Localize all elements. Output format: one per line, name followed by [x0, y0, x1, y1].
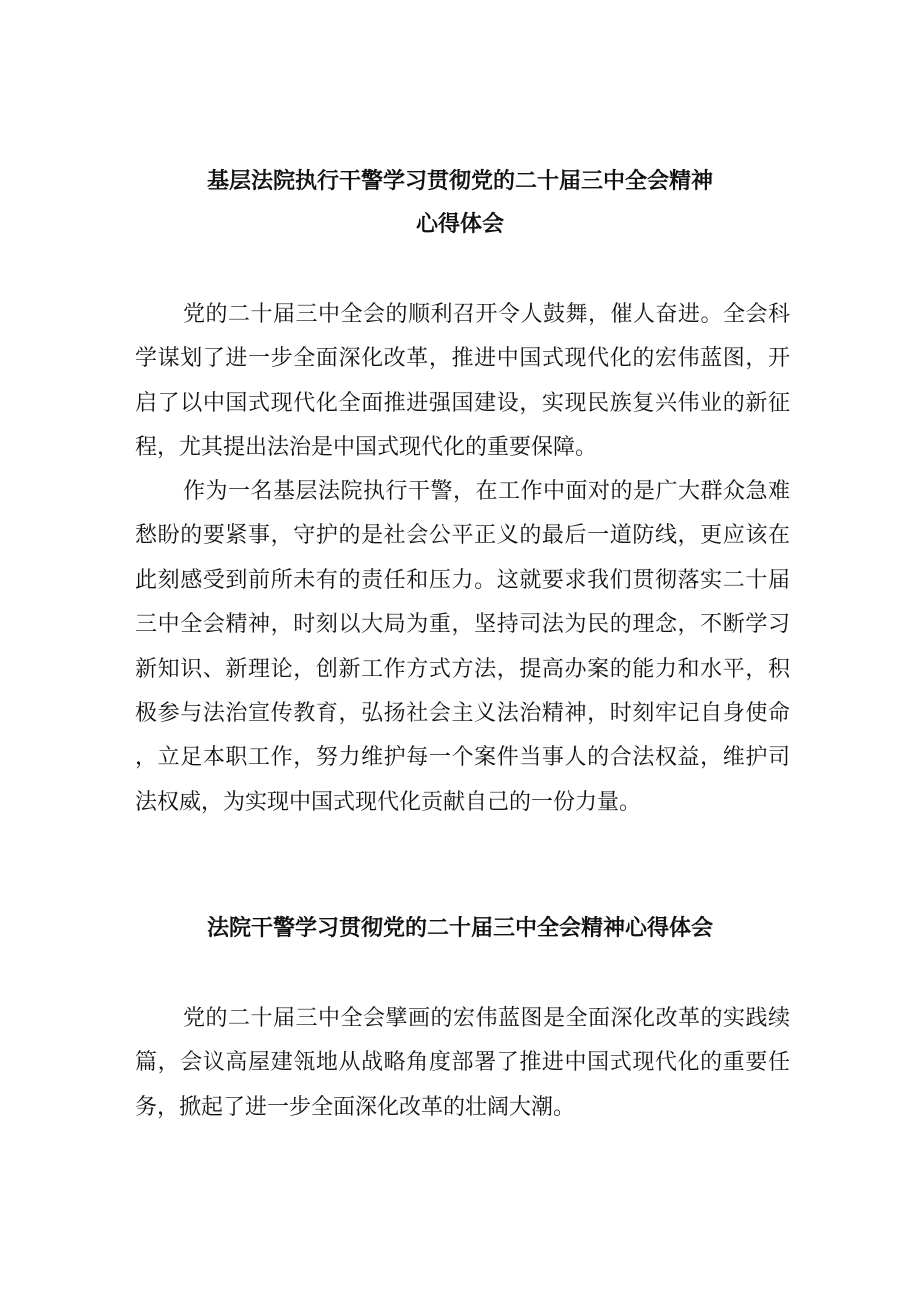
article-1-title-line-2: 心得体会 [415, 211, 504, 237]
article-1-paragraph-2: 作为一名基层法院执行干警，在工作中面对的是广大群众急难愁盼的要紧事，守护的是社会公平正义的最后一道防线，更应该在此刻感受到前所未有的责任和压力。这就要求我们贯彻落实二十届三中全会精神，时刻以大局为重，坚持司法为民的理念，不断学习新知识、新理论，创新工作方式方法，提高办案的能力和水平，积极参与法治宣传教育，弘扬社会主义法治精神，时刻牢记自身使命，立足本职工作，努力维护每一个案件当事人的合法权益，维护司法权威，为实现中国式现代化贡献自己的一份力量。 [135, 479, 790, 815]
article-2-title: 法院干警学习贯彻党的二十届三中全会精神心得体会 [206, 915, 713, 941]
article-1-paragraph-1: 党的二十届三中全会的顺利召开令人鼓舞，催人奋进。全会科学谋划了进一步全面深化改革，推进中国式现代化的宏伟蓝图，开启了以中国式现代化全面推进强国建设，实现民族复兴伟业的新征程，尤其提出法治是中国式现代化的重要保障。 [135, 302, 790, 461]
article-2-paragraph-1: 党的二十届三中全会擘画的宏伟蓝图是全面深化改革的实践续篇，会议高屋建瓴地从战略角度部署了推进中国式现代化的重要任务，掀起了进一步全面深化改革的壮阔大潮。 [135, 1006, 790, 1120]
article-1-title-line-1: 基层法院执行干警学习贯彻党的二十届三中全会精神 [206, 168, 713, 194]
